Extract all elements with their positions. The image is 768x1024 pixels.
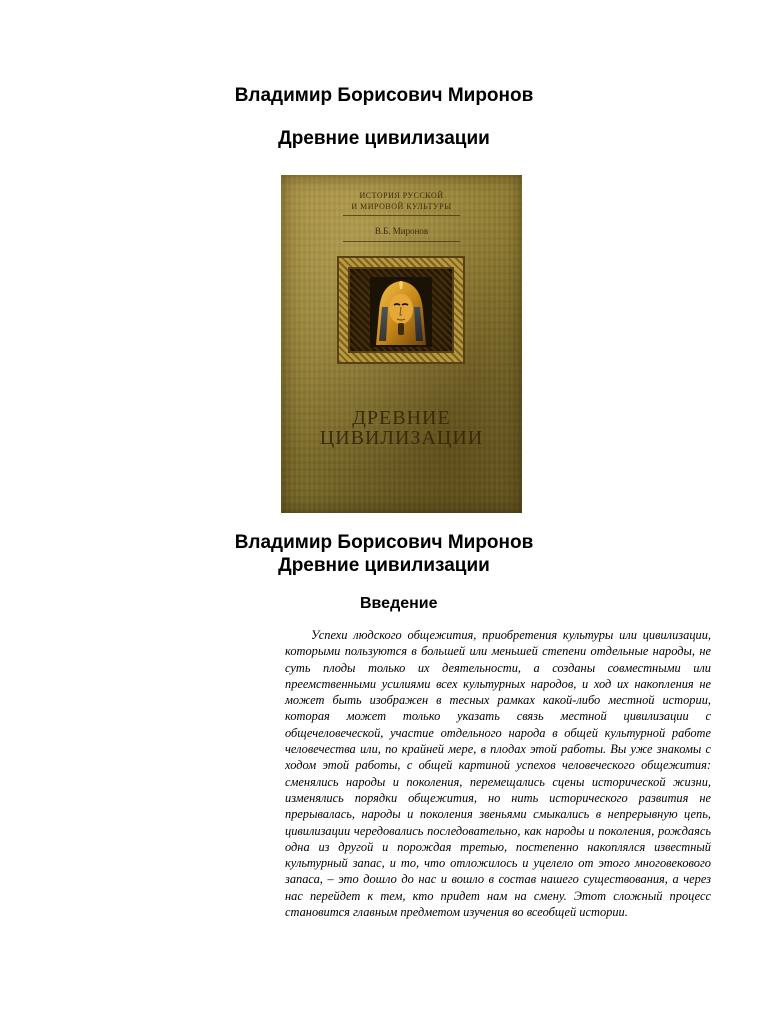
intro-paragraph-container: [285, 627, 711, 920]
book-cover-image: [281, 175, 522, 513]
cover-title-line1: ДРЕВНИЕ: [352, 407, 451, 429]
section-author: Владимир Борисович Миронов: [234, 532, 534, 553]
cover-series-line1: ИСТОРИЯ РУССКОЙ: [359, 191, 444, 200]
cover-author: В.Б. Миронов: [374, 226, 429, 236]
section-title: Древние цивилизации: [278, 555, 490, 576]
intro-heading: Введение: [360, 595, 438, 612]
intro-paragraph: Успехи людского общежития, приобретения культуры или цивилизации, которыми пользуются в большей или меньшей степени отдельные народы, не суть плоды только их деятельности, а созданы совместными или преемственными усилиями всех культурных народов, и ход их накопления не может быть изображен в тесных рамках какой-либо местной истории, которая может только указать связь местной цивилизации с общечеловеческой, участие отдельного народа в общей культурной работе человечества или, по крайней мере, в плодах этой работы. Вы уже знакомы с ходом этой работы, с общей картиной успехов человеческого общежития: сменялись народы и поколения, перемещались сцены исторической жизни, изменялись порядки общежития, но нить исторического развития не прерывалась, народы и поколения звеньями смыкались в непрерывную цепь, цивилизации чередовались последовательно, как народы и поколения, рождаясь одна из другой и порождая третью, постепенно накоплялся известный культурный запас, и то, что отложилось и уцелело от этого многовекового запаса, – это дошло до нас и вошло в состав нашего существования, а через нас перейдет к тем, кто придет нам на смену. Этот сложный процесс становится главным предметом изучения во всеобщей истории.: [285, 628, 711, 920]
cover-ornate-frame: [339, 258, 463, 362]
page-title: Древние цивилизации: [278, 128, 490, 149]
page-author: Владимир Борисович Миронов: [234, 85, 534, 106]
cover-title-line2: ЦИВИЛИЗАЦИИ: [319, 427, 484, 449]
pharaoh-mask-icon: [370, 277, 432, 347]
cover-divider: [343, 215, 460, 216]
cover-series-line2: И МИРОВОЙ КУЛЬТУРЫ: [351, 202, 452, 211]
cover-divider: [343, 241, 460, 242]
